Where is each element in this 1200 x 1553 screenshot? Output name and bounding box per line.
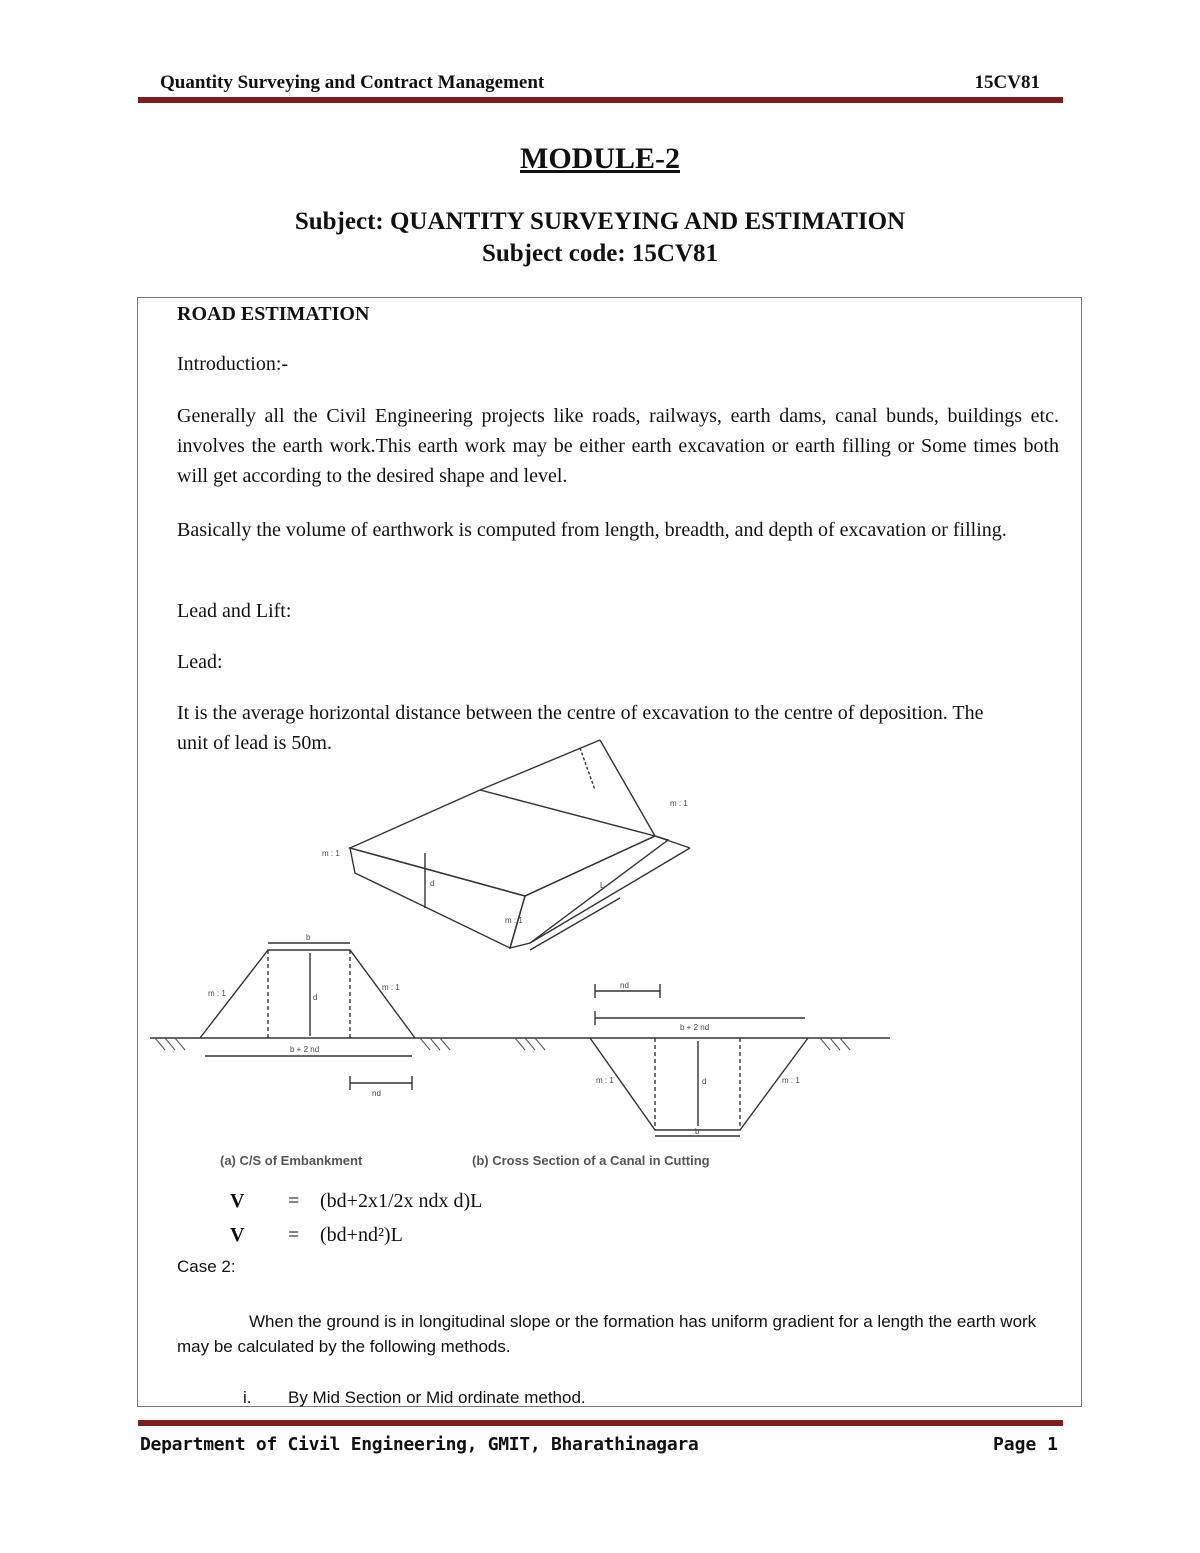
case-2-text: When the ground is in longitudinal slope or the formation has uniform gradient for a length the earth work may be calculated by the following methods.: [177, 1312, 1037, 1356]
label-b2nd-canal: b + 2 nd: [680, 1023, 710, 1032]
formula-1-eq: =: [288, 1190, 300, 1212]
formula-2: [230, 1224, 403, 1247]
formula-1-rhs: (bd+2x1/2x ndx d)L: [320, 1190, 483, 1212]
case-2-label: Case 2:: [177, 1257, 236, 1276]
label-m1-emb-l: m : 1: [208, 989, 226, 998]
embankment-3d-front: [350, 848, 525, 948]
label-m1-emb-r: m : 1: [382, 983, 400, 992]
earthwork-figure: [150, 738, 900, 1170]
label-L-3d: L: [600, 881, 605, 890]
embankment-section: [200, 950, 415, 1038]
paragraph-2: Basically the volume of earthwork is computed from length, breadth, and depth of excavation or filling.: [177, 519, 1007, 541]
paragraph-1: Generally all the Civil Engineering projects like roads, railways, earth dams, canal bunds, buildings etc. involves the earth work.This earth work may be either earth excavation or earth filling or Some times both will get according to the desired shape and level.: [177, 405, 1059, 487]
label-d-3d: d: [430, 879, 435, 888]
subject-code: Subject code: 15CV81: [481, 240, 719, 267]
subject-block: [0, 206, 1200, 270]
label-m1-3d-c: m : 1: [670, 799, 688, 808]
label-b-emb: b: [306, 933, 311, 942]
formula-1-lhs: V: [230, 1190, 245, 1212]
lead-definition: It is the average horizontal distance between the centre of excavation to the centre of deposition. The unit of lead is 50m.: [177, 702, 984, 754]
formula-2-rhs: (bd+nd²)L: [320, 1224, 403, 1246]
method-text: By Mid Section or Mid ordinate method.: [288, 1388, 586, 1407]
label-m1-3d-b: m : 1: [505, 916, 523, 925]
footer-department: Department of Civil Engineering, GMIT, Bharathinagara: [140, 1434, 699, 1455]
label-b2nd-emb: b + 2 nd: [290, 1045, 320, 1054]
subject-name: Subject: QUANTITY SURVEYING AND ESTIMATION: [294, 208, 906, 235]
lead-label: Lead:: [177, 651, 223, 673]
ground-hatch: [155, 1038, 850, 1050]
footer-rule: [138, 1420, 1063, 1426]
label-m1-3d: m : 1: [322, 849, 340, 858]
embankment-3d-top: [350, 790, 655, 896]
label-nd-canal: nd: [620, 981, 629, 990]
header-code: 15CV81: [974, 72, 1040, 93]
label-d-canal: d: [702, 1077, 707, 1086]
section-heading: ROAD ESTIMATION: [177, 303, 370, 325]
caption-canal: (b) Cross Section of a Canal in Cutting: [472, 1153, 710, 1168]
footer-page-number: Page 1: [992, 1434, 1058, 1455]
formula-2-eq: =: [288, 1224, 300, 1246]
lead-lift-label: Lead and Lift:: [177, 600, 292, 622]
header-rule: [138, 97, 1063, 103]
label-b-canal: b: [695, 1127, 700, 1136]
canal-section: [590, 1038, 808, 1130]
embankment-3d-side: [510, 836, 668, 948]
module-title: MODULE-2: [520, 142, 680, 175]
header-title: Quantity Surveying and Contract Management: [160, 72, 545, 93]
label-nd-emb: nd: [372, 1089, 381, 1098]
formula-1: [230, 1190, 482, 1213]
label-m1-canal-r: m : 1: [782, 1076, 800, 1085]
caption-embankment: (a) C/S of Embankment: [220, 1153, 363, 1168]
label-m1-canal-l: m : 1: [596, 1076, 614, 1085]
label-d-emb: d: [313, 993, 318, 1002]
method-number: i.: [243, 1388, 252, 1407]
intro-label: Introduction:-: [177, 353, 289, 375]
formula-2-lhs: V: [230, 1224, 245, 1246]
